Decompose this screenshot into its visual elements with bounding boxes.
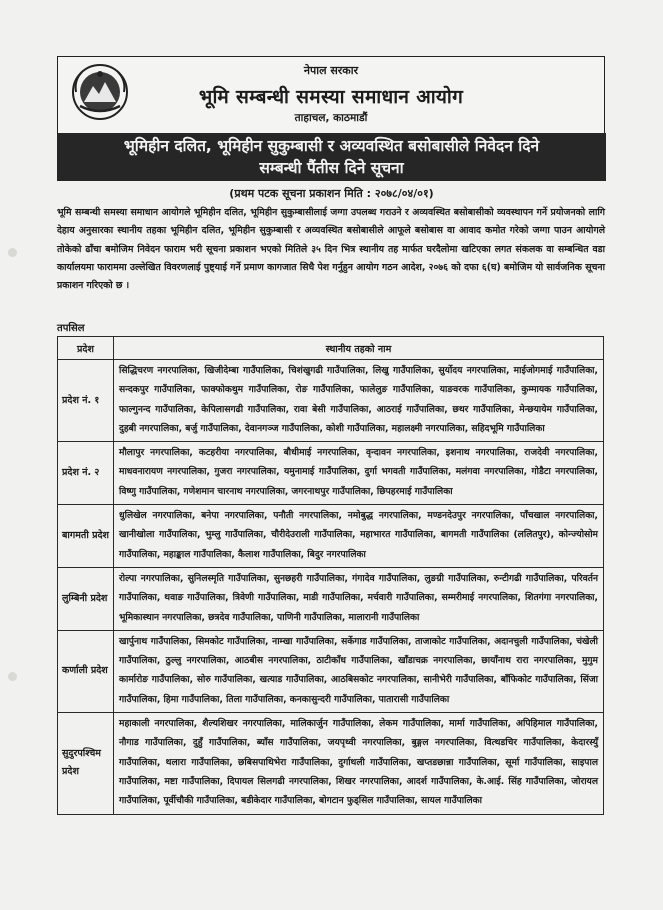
province-cell: प्रदेश नं. १: [58, 360, 114, 442]
column-header-local-levels: स्थानीय तहको नाम: [114, 337, 604, 360]
punch-hole: [8, 248, 17, 257]
province-cell: बागमती प्रदेश: [58, 505, 114, 568]
government-name: नेपाल सरकार: [303, 64, 359, 77]
column-header-province: प्रदेश: [58, 337, 114, 360]
table-row: [58, 630, 604, 712]
local-levels-cell: खार्पुनाथ गाउँपालिका, सिमकोट गाउँपालिका, नाम्खा गाउँपालिका, सर्केगाड गाउँपालिका, ताजाकोट गाउँपालिका, अदानचुली गाउँपालिका, चंखेली गाउँपालिका, ठुल्लु नगरपालिका, आठबीस नगरपालिका, ठाटीकाँध गाउँपालिका, खाँडाचक्र नगरपालिका, छायाँनाथ रारा नगरपालिका, मुगुम कार्मारोङ गाउँपालिका, सोरु गाउँपालिका, खत्याड गाउँपालिका, आठबिसकोट नगरपालिका, सानीभेरी गाउँपालिका, बाँफिकोट गाउँपालिका, सिंजा गाउँपालिका, हिमा गाउँपालिका, तिला गाउँपालिका, कनकासुन्दरी गाउँपालिका, पातारासी गाउँपालिका: [114, 630, 604, 712]
notice-body: भूमि सम्बन्धी समस्या समाधान आयोगले भूमिहीन दलित, भूमिहीन सुकुम्बासीलाई जग्गा उपलब्ध गराउने र अव्यवस्थित बसोबासीको व्यवस्थापन गर्ने प्रयोजनको लागि देहाय अनुसारका स्थानीय तहका भूमिहीन दलित, भूमिहीन सुकुम्बासी र अव्यवस्थित बसोबासीले आफूले बसोबास वा आवाद कमोत गरेको जग्गा पाउन आयोगले तोकेको ढाँचा बमोजिम निवेदन फाराम भरी सूचना प्रकाशन भएको मितिले ३५ दिन भित्र स्थानीय तह मार्फत घरदैलोमा खटिएका लगत संकलक वा सम्बन्धित वडा कार्यालयमा फाराममा उल्लेखित विवरणलाई पुष्ट्याई गर्ने प्रमाण कागजात सिधै पेश गर्नुहुन आयोग गठन आदेश, २०७६ को दफा ६(घ) बमोजिम यो सार्वजनिक सूचना प्रकाशन गरिएको छ ।: [57, 207, 605, 292]
table-row: [58, 713, 604, 814]
office-location: ताहाचल, काठमाडौं: [294, 112, 368, 124]
local-levels-cell: सिद्धिचरण नगरपालिका, खिजीदेम्बा गाउँपालिका, चिशंखुगढी गाउँपालिका, लिखु गाउँपालिका, सुर्योदय नगरपालिका, माईजोगमाई गाउँपालिका, सन्दकपुर गाउँपालिका, फाक्फोकथुम गाउँपालिका, रोङ गाउँपालिका, फालेलुङ गाउँपालिका, याङवरक गाउँपालिका, कुम्मायक गाउँपालिका, फाल्गुनन्द गाउँपालिका, केपिलासगढी गाउँपालिका, रावा बेसी गाउँपालिका, आठराई गाउँपालिका, छथर गाउँपालिका, मेन्छयायेम गाउँपालिका, दुहबी नगरपालिका, बर्जु गाउँपालिका, देवानगञ्ज गाउँपालिका, कोशी गाउँपालिका, महालक्ष्मी नगरपालिका, सहिदभूमि गाउँपालिका: [114, 360, 604, 442]
local-levels-cell: रोल्पा नगरपालिका, सुनिलस्मृति गाउँपालिका, सुनछहरी गाउँपालिका, गंगादेव गाउँपालिका, लुङग्री गाउँपालिका, रुन्टीगढी गाउँपालिका, परिवर्तन गाउँपालिका, थवाङ गाउँपालिका, त्रिवेणी गाउँपालिका, माडी गाउँपालिका, मर्चवारी गाउँपालिका, सम्मरीमाई नगरपालिका, शितगंगा नगरपालिका, भूमिकास्थान नगरपालिका, छत्रदेव गाउँपालिका, पाणिनी गाउँपालिका, मालारानी गाउँपालिका: [114, 567, 604, 630]
local-levels-cell: महाकाली नगरपालिका, शैल्यशिखर नगरपालिका, मालिकार्जुन गाउँपालिका, लेकम गाउँपालिका, मार्मा गाउँपालिका, अपिहिमाल गाउँपालिका, नौगाड गाउँपालिका, दुहुँ गाउँपालिका, ब्याँस गाउँपालिका, जयपृथ्वी नगरपालिका, बुङ्गल नगरपालिका, वित्थडचिर गाउँपालिका, केदारस्युँ गाउँपालिका, थलारा गाउँपालिका, छबिसपाथिभेरा गाउँपालिका, दुर्गाथली गाउँपालिका, खप्तडछान्ना गाउँपालिका, सूर्मा गाउँपालिका, साइपाल गाउँपालिका, मष्टा गाउँपालिका, दिपायल सिलगढी नगरपालिका, शिखर नगरपालिका, आदर्श गाउँपालिका, के.आई. सिंह गाउँपालिका, जोरायल गाउँपालिका, पूर्वीचौकी गाउँपालिका, बडीकेदार गाउँपालिका, बोगटान फुड्सिल गाउँपालिका, सायल गाउँपालिका: [114, 713, 604, 814]
table-row: [58, 442, 604, 505]
local-levels-cell: धुलिखेल नगरपालिका, बनेपा नगरपालिका, पनौती नगरपालिका, नमोबुद्ध नगरपालिका, मण्डनदेउपुर नगरपालिका, पाँचखाल नगरपालिका, खानीखोला गाउँपालिका, भुम्लु गाउँपालिका, चौरीदेउराली गाउँपालिका, महाभारत गाउँपालिका, बागमती गाउँपालिका (ललितपुर), कोन्ज्योसोम गाउँपालिका, महाङ्काल गाउँपालिका, कैलाश गाउँपालिका, बिदुर नगरपालिका: [114, 505, 604, 568]
province-cell: प्रदेश नं. २: [58, 442, 114, 505]
local-levels-table: [57, 336, 604, 815]
province-cell: सुदुरपश्चिम प्रदेश: [58, 713, 114, 814]
table-row: [58, 567, 604, 630]
notice-title-line-1: भूमिहीन दलित, भूमिहीन सुकुम्बासी र अव्यवस्थित बसोबासीले निवेदन दिने: [123, 137, 540, 155]
local-levels-cell: मौलापुर नगरपालिका, कटहरीया नगरपालिका, बौधीमाई नगरपालिका, वृन्दावन नगरपालिका, इशनाथ नगरपालिका, राजदेवी नगरपालिका, माधवनारायण नगरपालिका, गुजरा नगरपालिका, यमुनामाई गाउँपालिका, दुर्गा भगवती गाउँपालिका, मलंगवा नगरपालिका, गोडैटा नगरपालिका, विष्णु गाउँपालिका, गणेशमान चारनाथ नगरपालिका, जगरनाथपुर गाउँपालिका, छिपहरमाई गाउँपालिका: [114, 442, 604, 505]
notice-title-banner: [57, 133, 606, 181]
table-row: [58, 505, 604, 568]
header-box: [57, 56, 605, 134]
commission-name: भूमि सम्बन्धी समस्या समाधान आयोग: [198, 86, 464, 108]
notice-title-line-2: सम्बन्धी पैंतीस दिने सूचना: [259, 159, 404, 177]
punch-hole: [8, 672, 17, 681]
table-header-row: [58, 337, 604, 360]
annex-label: तपसिल: [57, 323, 85, 334]
province-cell: लुम्बिनी प्रदेश: [58, 567, 114, 630]
publication-date: (प्रथम पटक सूचना प्रकाशन मिति : २०७८/०४/०१): [229, 187, 434, 200]
province-cell: कर्णाली प्रदेश: [58, 630, 114, 712]
table-row: [58, 360, 604, 442]
